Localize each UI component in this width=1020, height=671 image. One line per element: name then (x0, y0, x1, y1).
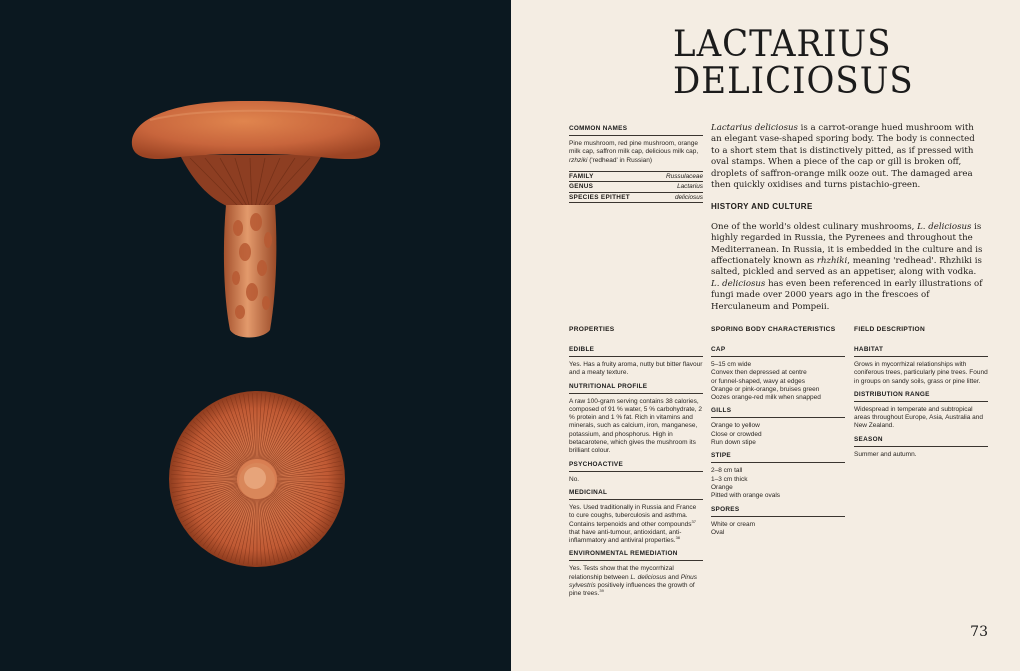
remediation-section: ENVIRONMENTAL REMEDIATION Yes. Tests show that the mycorrhizal relationship between L. deliciosus and Pinus sylvestris positively influences the growth of pine trees.$^{39}$ (569, 550, 703, 598)
taxonomy-family-row: FAMILY Russulaceae (569, 172, 703, 183)
spores-section: SPORES White or cream Oval (711, 506, 845, 538)
mushroom-side-view (132, 101, 380, 338)
taxonomy-genus-row: GENUS Lactarius (569, 182, 703, 193)
main-text-column (711, 123, 986, 323)
field-column (854, 326, 988, 464)
sporing-column (711, 326, 845, 542)
title-line-2: DELICIOSUS (673, 59, 914, 103)
field-heading: FIELD DESCRIPTION (854, 326, 926, 333)
properties-column (569, 326, 703, 604)
habitat-section: HABITAT Grows in mycorrhizal relationships with coniferous trees, particularly pine trees. Found in groups on sandy soils, grass or pine litter. (854, 346, 988, 385)
common-names-text: Pine mushroom, red pine mushroom, orange milk cap, saffron milk cap, delicious milk cap, rzhziki ('redhead' in Russian) (569, 140, 699, 164)
intro-paragraph: Lactarius deliciosus is a carrot-orange hued mushroom with an elegant vase-shaped sporing body. The body is connected to a short stem that is distinctively pitted, as if pressed with oval stamps. When a piece of the cap or gill is broken off, droplets of saffron-orange milk ooze out. The damaged area then quickly oxidises and turns pistachio-green. (711, 123, 975, 191)
title-line-1: LACTARIUS (673, 22, 892, 66)
nutrition-section: NUTRITIONAL PROFILE A raw 100-gram serving contains 38 calories, composed of 91 % water, 5 % carbohydrate, 2 % protein and 1 % fat. Rich in vitamins and minerals, such as calcium, iron, manganese, potassium, and phosphorus. High in betacarotene, which gives the mushroom its brilliant colour. (569, 382, 702, 455)
medicinal-section: MEDICINAL Yes. Used traditionally in Russia and France to cure coughs, tuberculosis and asthma. Contains terpenoids and other compounds$^{37}$ that have anti-tumour, antioxidant, anti-inflammatory and antiviral properties.$^{38}$ (569, 489, 703, 545)
divider (569, 135, 703, 136)
sporing-heading: SPORING BODY CHARACTERISTICS (711, 326, 836, 333)
edible-section: EDIBLE Yes. Has a fruity aroma, nutty but bitter flavour and a meaty texture. (569, 346, 703, 377)
common-names-label: COMMON NAMES (569, 125, 628, 132)
history-paragraph: One of the world's oldest culinary mushrooms, L. deliciosus is highly regarded in Russia, the Pyrenees and throughout the Mediterranean. In Russia, it is embedded in the culture and is affectionately known as rhzhiki, meaning 'redhead'. Rhzhiki is salted, pickled and served as an appetiser, along with vodka. L. deliciosus has even been referenced in early illustrations of fungi made over 2000 years ago in the frescoes of Herculaneum and Pompeii. (711, 221, 983, 312)
mushroom-gill-view (169, 391, 345, 567)
properties-heading: PROPERTIES (569, 326, 615, 333)
text-page (511, 0, 1020, 671)
history-heading: HISTORY AND CULTURE (711, 202, 813, 212)
gills-section: GILLS Orange to yellow Close or crowded Run down stipe (711, 407, 845, 447)
season-section: SEASON Summer and autumn. (854, 436, 988, 459)
stipe-section: STIPE 2–8 cm tall 1–3 cm thick Orange Pitted with orange ovals (711, 452, 845, 500)
psychoactive-section: PSYCHOACTIVE No. (569, 461, 703, 484)
page-title (673, 22, 973, 103)
common-names-block (569, 125, 703, 203)
cap-section: CAP 5–15 cm wide Convex then depressed at centre or funnel-shaped, wavy at edges Orange or pink-orange, bruises green Oozes orange-red milk when snapped (711, 346, 845, 402)
page-number: 73 (970, 624, 988, 640)
distribution-section: DISTRIBUTION RANGE Widespread in temperate and subtropical areas throughout Europe, Asia, Australia and New Zealand. (854, 391, 988, 431)
taxonomy-epithet-row: SPECIES EPITHET deliciosus (569, 193, 703, 204)
